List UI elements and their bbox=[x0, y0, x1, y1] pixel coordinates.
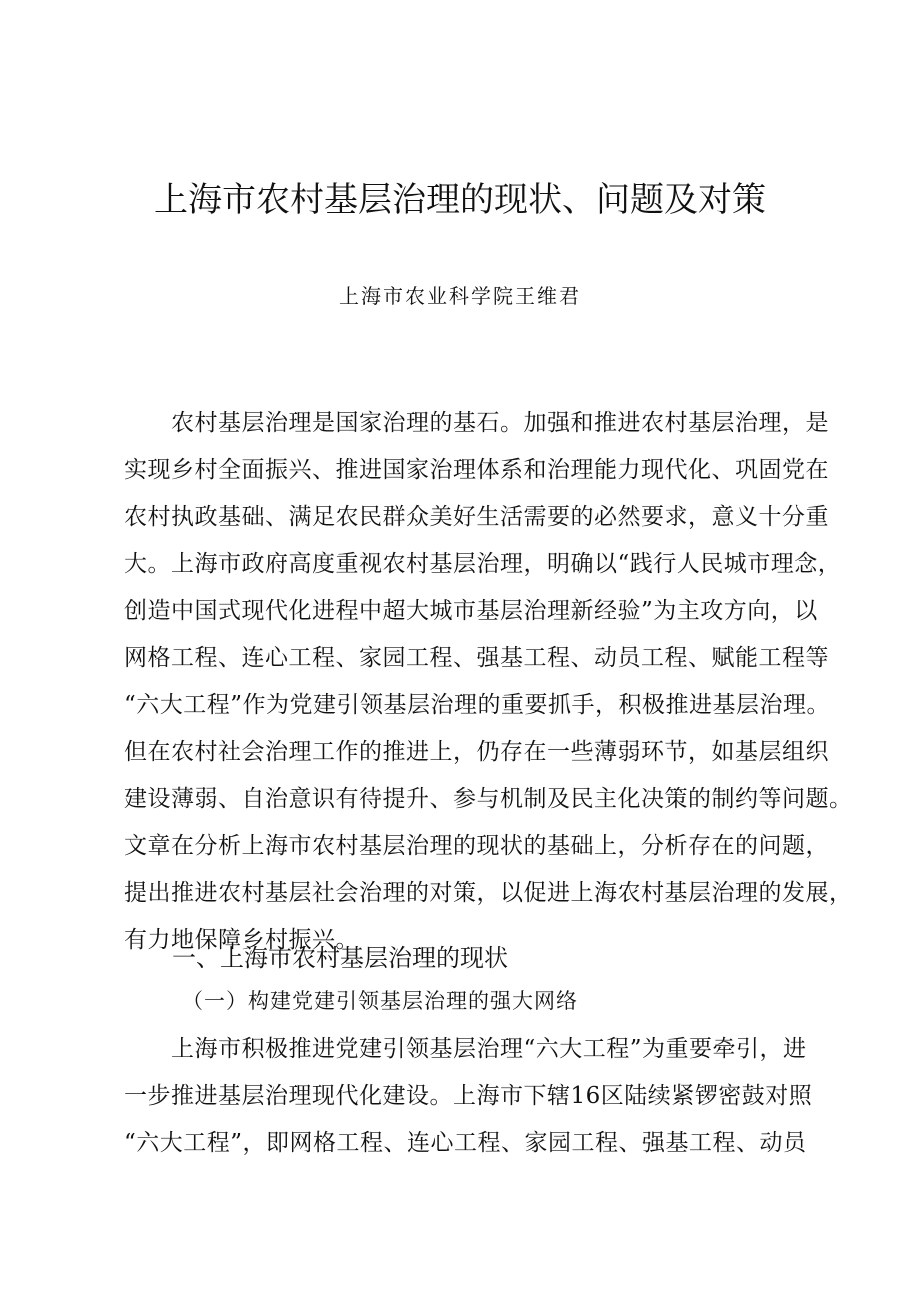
paragraph-line: 农村执政基础、满足农民群众美好生活需要的必然要求，意义十分重 bbox=[124, 504, 829, 530]
paragraph-line: 农村基层治理是国家治理的基石。加强和推进农村基层治理，是 bbox=[124, 410, 829, 436]
paragraph-line: 网格工程、连心工程、家园工程、强基工程、动员工程、赋能工程等 bbox=[124, 645, 829, 671]
paragraph-line: 建设薄弱、自治意识有待提升、参与机制及民主化决策的制约等问题。 bbox=[124, 786, 853, 812]
document-title: 上海市农村基层治理的现状、问题及对策 bbox=[154, 180, 766, 220]
intro-paragraph bbox=[124, 400, 853, 964]
paragraph-line: 有力地保障乡村振兴。 bbox=[124, 927, 359, 953]
section-paragraph bbox=[124, 1026, 824, 1167]
document-author: 上海市农业科学院王维君 bbox=[339, 284, 581, 308]
paragraph-line: 创造中国式现代化进程中超大城市基层治理新经验”为主攻方向，以 bbox=[124, 598, 818, 624]
paragraph-line: 上海市积极推进党建引领基层治理“六大工程”为重要牵引，进 bbox=[124, 1036, 807, 1062]
paragraph-line: 大。上海市政府高度重视农村基层治理，明确以“践行人民城市理念， bbox=[124, 551, 842, 577]
section-heading: 一、上海市农村基层治理的现状 bbox=[172, 944, 508, 972]
paragraph-line: 实现乡村全面振兴、推进国家治理体系和治理能力现代化、巩固党在 bbox=[124, 457, 829, 483]
paragraph-line: “六大工程”作为党建引领基层治理的重要抓手，积极推进基层治理。 bbox=[124, 692, 831, 718]
subsection-heading: （一）构建党建引领基层治理的强大网络 bbox=[182, 989, 578, 1013]
paragraph-line: 但在农村社会治理工作的推进上，仍存在一些薄弱环节，如基层组织 bbox=[124, 739, 829, 765]
paragraph-line: “六大工程”，即网格工程、连心工程、家园工程、强基工程、动员 bbox=[124, 1130, 807, 1156]
paragraph-line: 提出推进农村基层社会治理的对策，以促进上海农村基层治理的发展， bbox=[124, 880, 853, 906]
paragraph-line: 文章在分析上海市农村基层治理的现状的基础上，分析存在的问题， bbox=[124, 833, 829, 859]
paragraph-line: 一步推进基层治理现代化建设。上海市下辖16区陆续紧锣密鼓对照 bbox=[124, 1083, 813, 1109]
